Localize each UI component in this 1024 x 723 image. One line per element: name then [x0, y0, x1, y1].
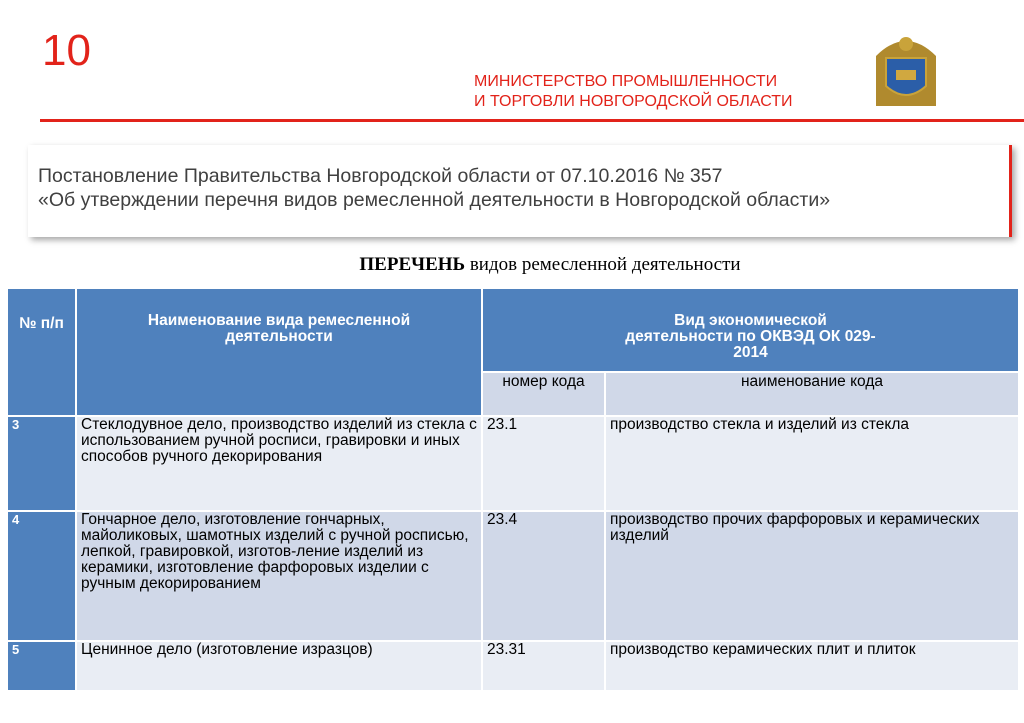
ministry-line2: И ТОРГОВЛИ НОВГОРОДСКОЙ ОБЛАСТИ	[474, 93, 793, 110]
row-code-name: производство керамических плит и плиток	[605, 641, 1019, 691]
row-num: 5	[7, 641, 76, 691]
resolution-title-line2: «Об утверждении перечня видов ремесленной деятельности в Новгородской области»	[38, 189, 831, 211]
list-caption	[0, 254, 1024, 276]
row-name: Стеклодувное дело, производство изделий из стекла с использованием ручной росписи, гравировки и иных способов ручного декорирования	[76, 416, 482, 511]
header-name: Наименование вида ремесленной деятельности	[76, 288, 482, 416]
table-row	[7, 416, 1019, 511]
table-row	[7, 511, 1019, 641]
row-name: Ценинное дело (изготовление изразцов)	[76, 641, 482, 691]
row-code-name: производство стекла и изделий из стекла	[605, 416, 1019, 511]
caption-bold: ПЕРЕЧЕНЬ	[359, 254, 466, 275]
row-code: 23.1	[482, 416, 605, 511]
coat-of-arms-emblem	[866, 26, 946, 114]
slide-number: 10	[42, 26, 91, 75]
header-code-name: наименование кода	[605, 372, 1019, 416]
resolution-title-line1: Постановление Правительства Новгородской области от 07.10.2016 № 357	[38, 165, 723, 187]
row-code-name: производство прочих фарфоровых и керамических изделий	[605, 511, 1019, 641]
ministry-line1: МИНИСТЕРСТВО ПРОМЫШЛЕННОСТИ	[474, 73, 778, 90]
row-name: Гончарное дело, изготовление гончарных, майоликовых, шамотных изделий с ручной росписью, лепкой, гравировкой, изготов-ление изделий из керамики, изготовление фарфоровых изделии с ручным декорированием	[76, 511, 482, 641]
ministry-name	[474, 72, 793, 112]
resolution-title-box	[28, 145, 1012, 237]
row-code: 23.4	[482, 511, 605, 641]
row-num: 3	[7, 416, 76, 511]
header-okved: Вид экономической деятельности по ОКВЭД ОК 029-2014	[482, 288, 1019, 372]
header-num: № п/п	[7, 288, 76, 416]
table-row	[7, 641, 1019, 691]
caption-rest: видов ремесленной деятельности	[465, 254, 741, 275]
header-code-number: номер кода	[482, 372, 605, 416]
header-divider	[40, 119, 1024, 122]
row-code: 23.31	[482, 641, 605, 691]
row-num: 4	[7, 511, 76, 641]
crafts-table	[6, 287, 1020, 692]
